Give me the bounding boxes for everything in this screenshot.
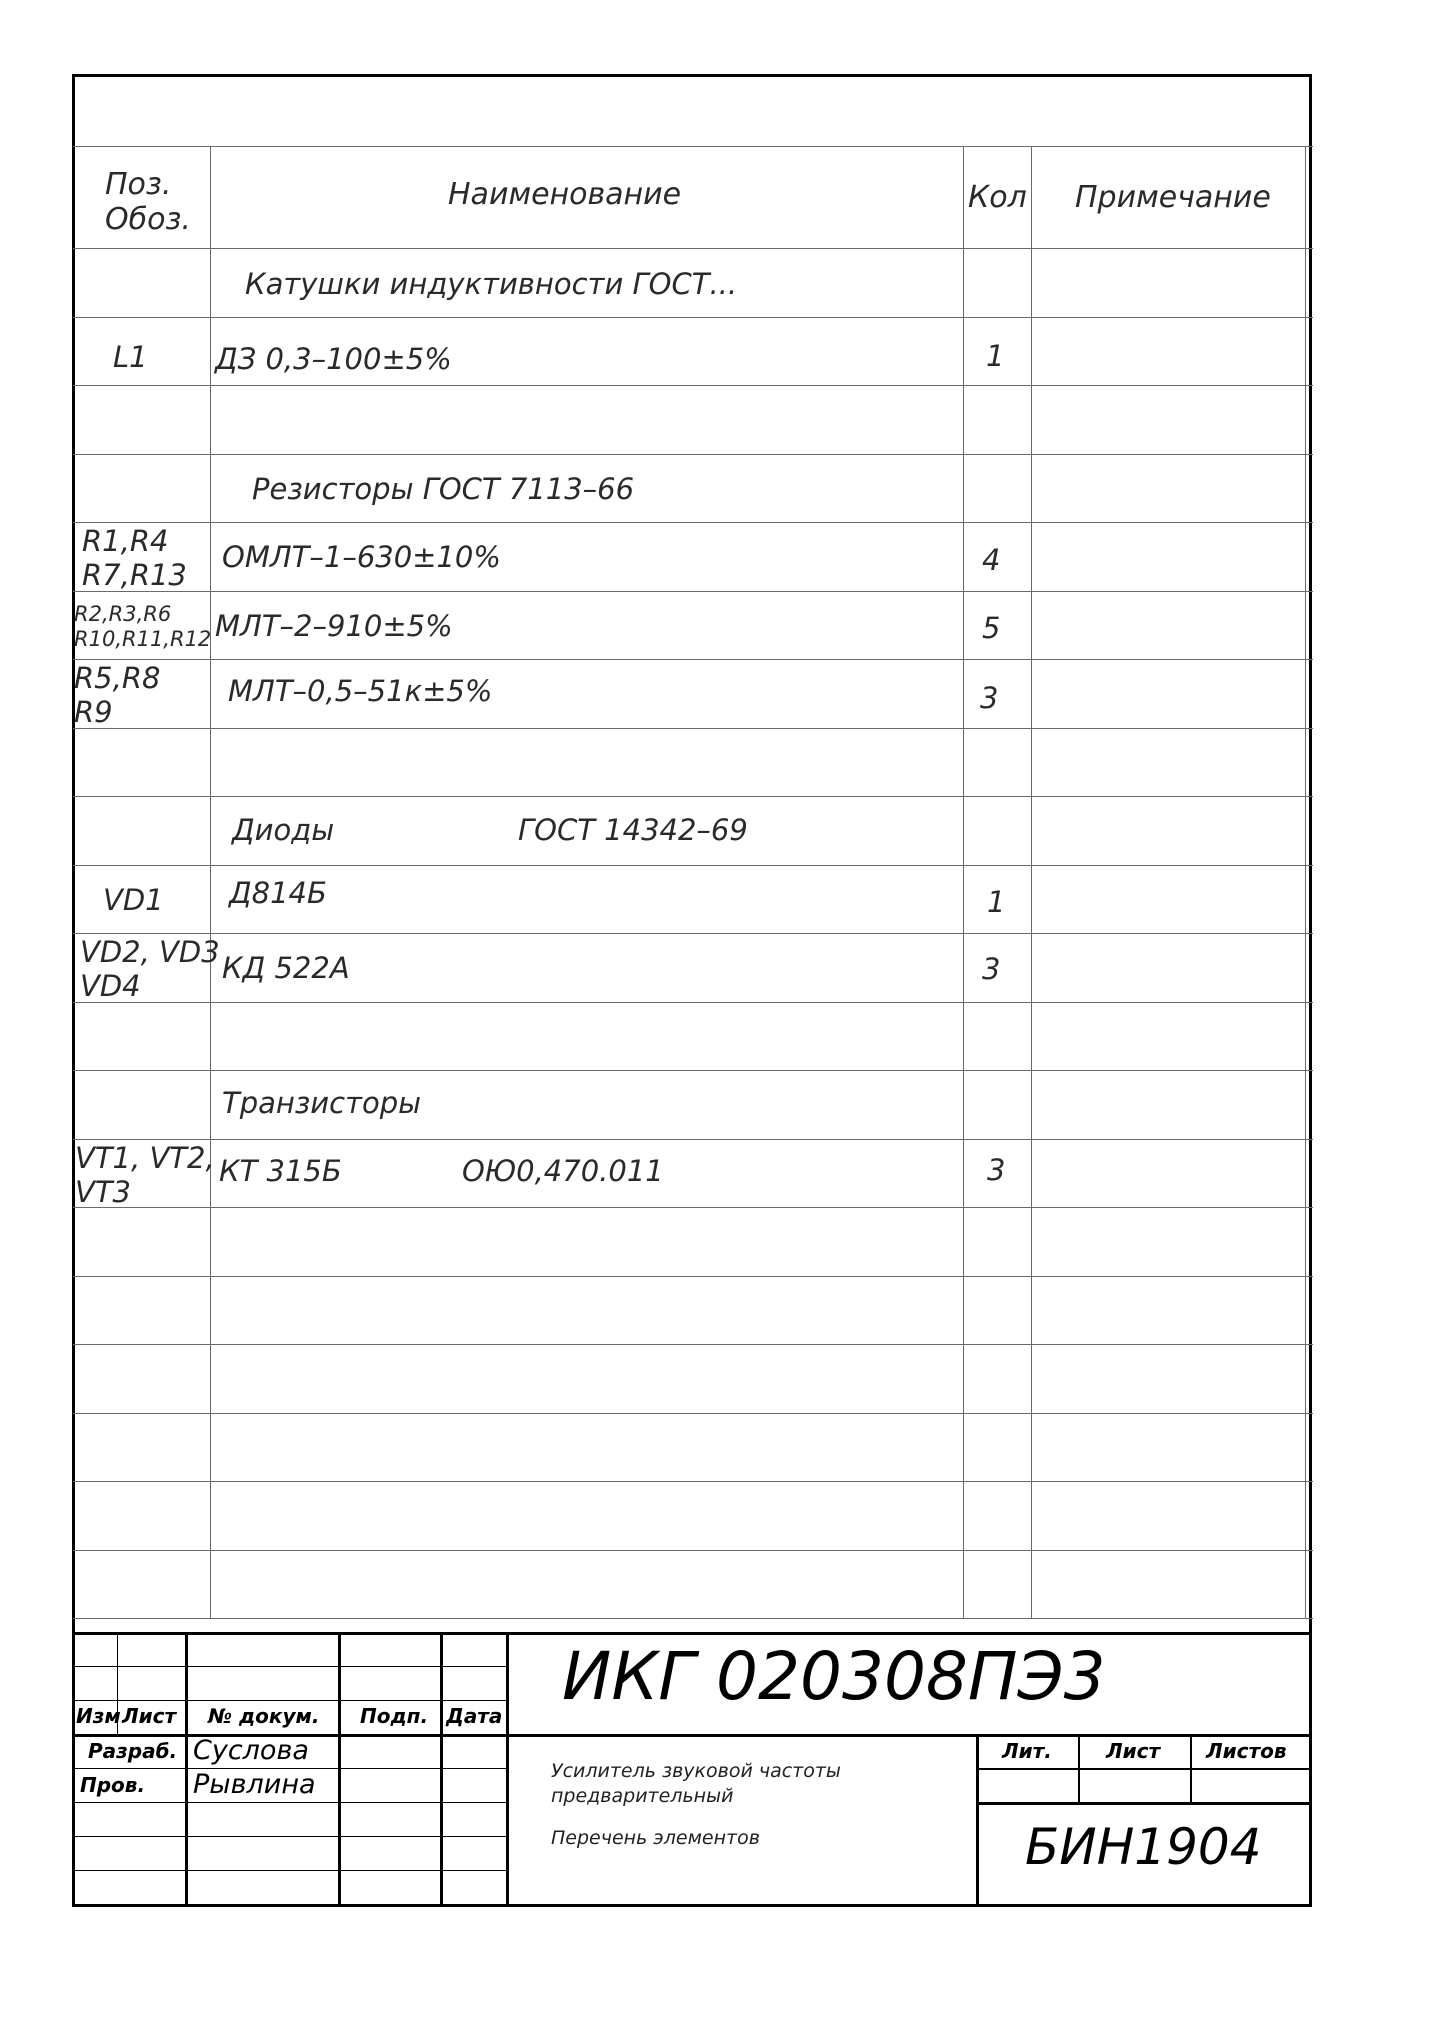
row-qty: 1 <box>987 885 1006 919</box>
row-name: КД 522А <box>222 951 350 985</box>
table-right-line <box>1305 146 1306 1618</box>
row-qty: 5 <box>982 611 1001 645</box>
stamp-grid-vline <box>185 1632 188 1907</box>
row-line <box>73 1139 1313 1140</box>
stamp-grid-vline <box>506 1632 509 1907</box>
sheet-label: Лист <box>1106 1739 1161 1763</box>
header-qty: Кол <box>968 180 1027 215</box>
row-pos: VT1, VT2, <box>75 1141 215 1175</box>
col-divider-pos <box>210 146 211 1618</box>
table-top-line <box>73 146 1313 147</box>
col-divider-name <box>963 146 964 1618</box>
col-podp-label: Подп. <box>360 1704 429 1728</box>
row-pos-cont: VT3 <box>75 1175 132 1209</box>
row-pos: R1,R4 <box>82 524 169 558</box>
section-heading-transistors: Транзисторы <box>222 1086 422 1120</box>
stamp-lit-header-line <box>978 1768 1312 1770</box>
row-pos: R5,R8 <box>74 661 161 695</box>
row-name: ОМЛТ–1–630±10% <box>222 540 501 574</box>
section-heading-coils: Катушки индуктивности ГОСТ... <box>245 267 738 301</box>
header-bottom-line <box>73 248 1313 249</box>
row-name-code: ОЮ0,470.011 <box>462 1154 664 1188</box>
row-name: ДЗ 0,3–100±5% <box>215 342 452 376</box>
col-list-label: Лист <box>122 1704 177 1728</box>
col-izm-label: Изм <box>76 1704 121 1728</box>
row-pos: L1 <box>113 340 148 374</box>
row-pos: VD1 <box>103 883 164 917</box>
stamp-lit-bottom-line <box>978 1802 1312 1805</box>
row-line <box>73 454 1313 455</box>
row-qty: 4 <box>982 543 1001 577</box>
row-line <box>73 728 1313 729</box>
header-oboz: Обоз. <box>105 202 191 237</box>
doc-type: Перечень элементов <box>551 1827 760 1849</box>
row-qty: 3 <box>980 681 999 715</box>
stamp-lit-divider <box>1078 1734 1080 1802</box>
row-line <box>73 591 1313 592</box>
prov-label: Пров. <box>80 1773 146 1797</box>
row-line <box>73 1344 1313 1345</box>
header-note: Примечание <box>1075 180 1271 215</box>
row-pos: VD2, VD3 <box>80 935 220 969</box>
row-name: МЛТ–0,5–51к±5% <box>228 674 493 708</box>
row-line <box>73 385 1313 386</box>
organization-code: БИН1904 <box>1025 1818 1262 1876</box>
header-pos: Поз. <box>105 167 172 202</box>
stamp-grid-vline <box>440 1632 443 1907</box>
document-code: ИКГ 020308ПЭ3 <box>562 1638 1106 1715</box>
row-qty: 1 <box>986 339 1005 373</box>
row-pos-cont: R9 <box>74 695 113 729</box>
row-qty: 3 <box>982 952 1001 986</box>
row-name: КТ 315Б <box>219 1154 342 1188</box>
row-line <box>73 317 1313 318</box>
row-line <box>73 1413 1313 1414</box>
row-pos-cont: R7,R13 <box>82 558 187 592</box>
stamp-grid-vline <box>338 1632 341 1907</box>
row-line <box>73 1207 1313 1208</box>
title-line1: Усилитель звуковой частоты <box>551 1760 841 1782</box>
stamp-title-right-line <box>976 1734 979 1907</box>
title-line2: предварительный <box>551 1785 734 1807</box>
row-line <box>73 1002 1313 1003</box>
row-line <box>73 1550 1313 1551</box>
razrab-label: Разраб. <box>88 1739 178 1763</box>
col-divider-qty <box>1031 146 1032 1618</box>
stamp-sheet-divider <box>1190 1734 1192 1802</box>
stamp-top-line <box>72 1632 1312 1635</box>
prov-name: Рывлина <box>193 1769 316 1800</box>
row-pos: R2,R3,R6 <box>74 602 172 626</box>
section-heading-diodes-gost: ГОСТ 14342–69 <box>518 813 748 847</box>
row-line <box>73 933 1313 934</box>
row-pos-cont: VD4 <box>80 969 141 1003</box>
section-heading-resistors: Резисторы ГОСТ 7113–66 <box>252 472 635 506</box>
row-pos-cont: R10,R11,R12 <box>74 627 212 651</box>
table-bottom-line <box>73 1618 1313 1619</box>
col-data-label: Дата <box>446 1704 503 1728</box>
row-line <box>73 1070 1313 1071</box>
row-name: Д814Б <box>229 876 327 910</box>
sheets-label: Листов <box>1206 1739 1287 1763</box>
section-heading-diodes: Диоды <box>232 813 335 847</box>
row-line <box>73 796 1313 797</box>
row-line <box>73 522 1313 523</box>
header-name: Наименование <box>448 177 682 212</box>
lit-label: Лит. <box>1002 1739 1052 1763</box>
col-ndoc-label: № докум. <box>208 1704 320 1728</box>
razrab-name: Суслова <box>193 1735 309 1766</box>
row-name: МЛТ–2–910±5% <box>215 609 453 643</box>
row-qty: 3 <box>987 1153 1006 1187</box>
row-line <box>73 1276 1313 1277</box>
row-line <box>73 865 1313 866</box>
row-line <box>73 659 1313 660</box>
row-line <box>73 1481 1313 1482</box>
